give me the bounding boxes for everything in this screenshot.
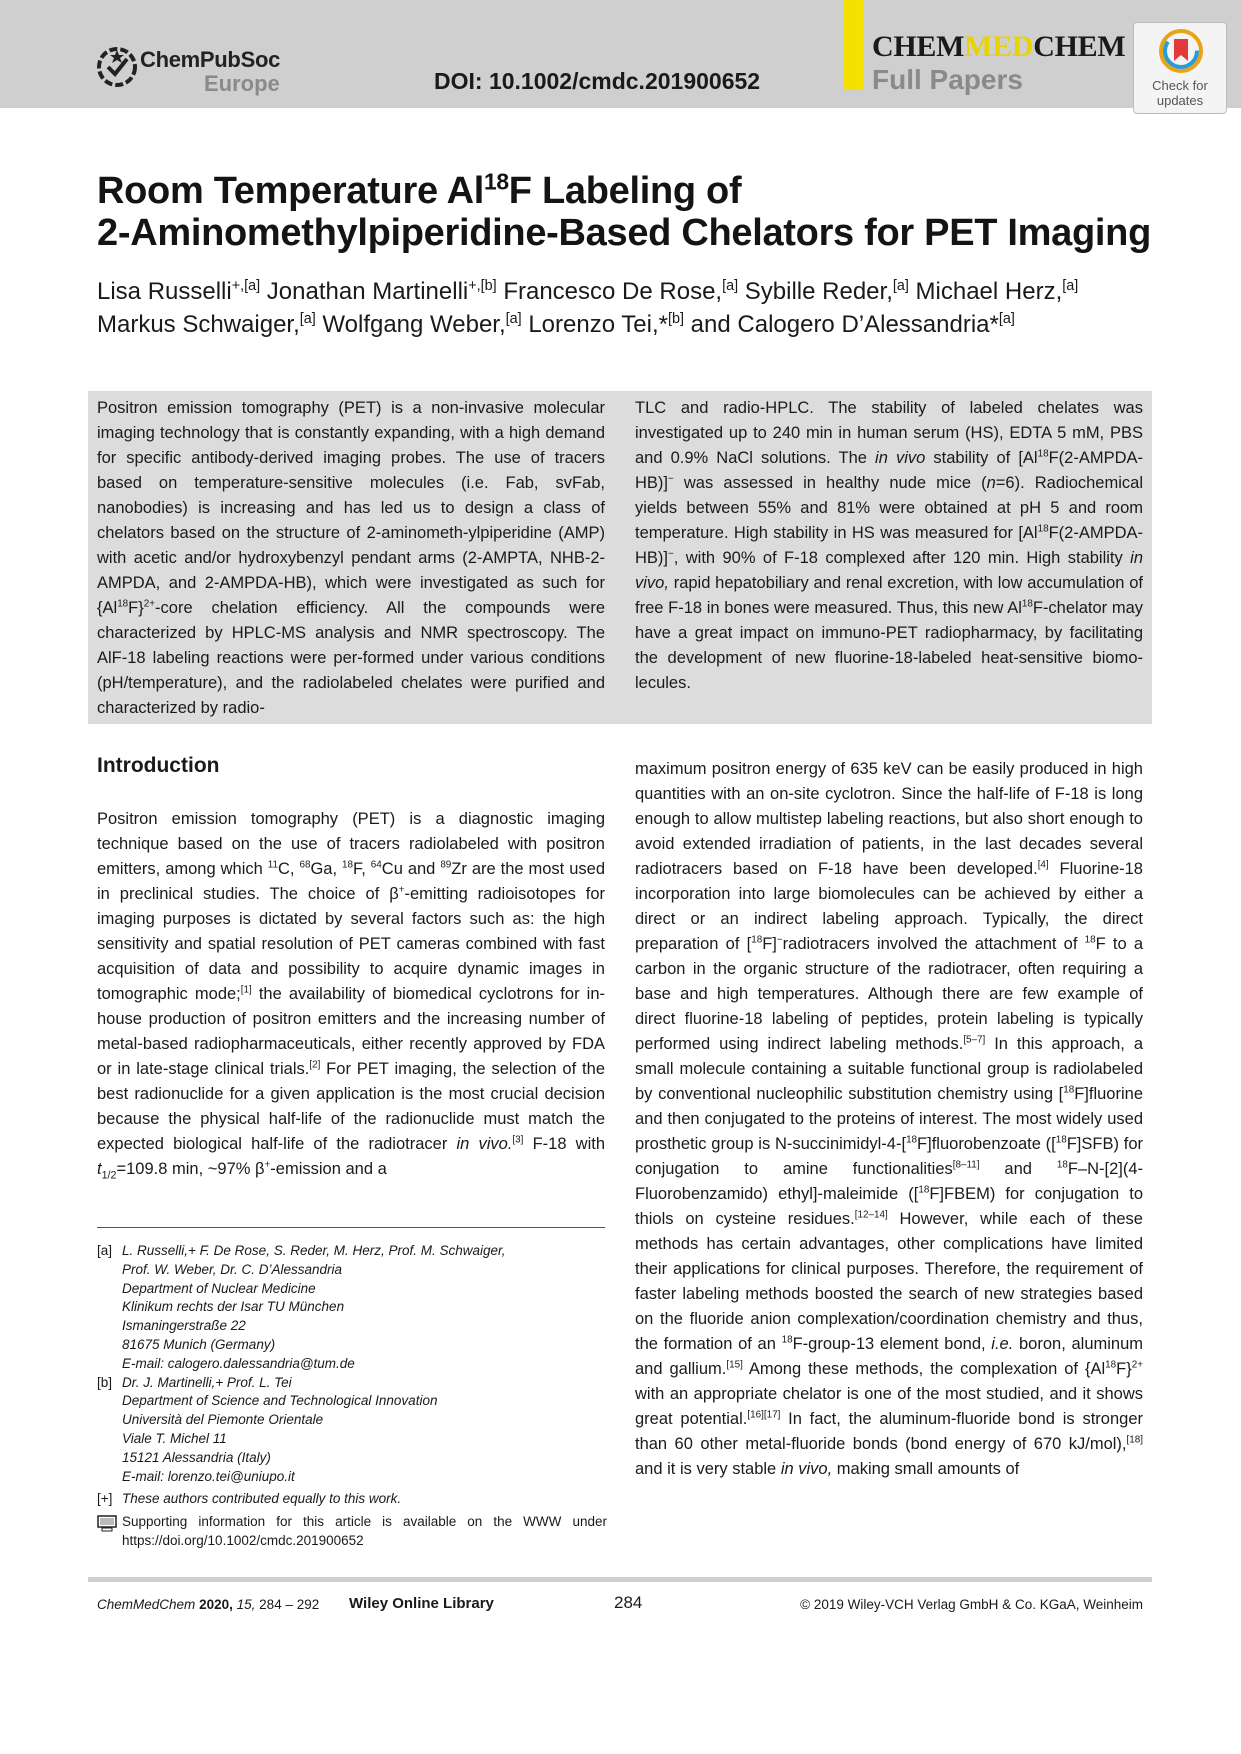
- intro-left-column: [97, 807, 605, 1182]
- wiley-online-library-link[interactable]: Wiley Online Library: [349, 1595, 494, 1612]
- body-text: =109.8 min, ~97% β: [116, 1160, 265, 1178]
- page-number: 284: [614, 1593, 643, 1612]
- abstract-left-column: [97, 396, 605, 721]
- body-text: maximum positron energy of 635 keV can be easily produced in high quantities with an on-site cyclotron. Since the half-life of F-18 is long enough to allow multistep labeling reactions, but also short enough to avoid extended irradiation of patients, in the last decades several radiotracers based on F-18 have been developed.: [635, 760, 1143, 878]
- abstract-text: -core chelation efficiency. All the compounds were characterized by HPLC-MS analysis and NMR spectroscopy. The AlF-18 labeling reactions were per-formed under various conditions (pH/temperature), and the radiolabeled chelates were purified and characterized by radio-: [97, 599, 605, 717]
- affiliation-a: [97, 1242, 607, 1374]
- affiliation-line: Ismaningerstraße 22: [122, 1318, 246, 1334]
- author-affiliation: [a]: [299, 311, 316, 327]
- author-affiliation: [a]: [1062, 278, 1079, 294]
- isotope-sup: 18: [1105, 1359, 1117, 1371]
- equal-contribution-mark: +: [468, 278, 477, 294]
- body-text: F to a carbon in the organic structure of the radiotracer, often requiring a base and high temperatures. Although there are few example of direct fluorine-18 labeling of peptides, protein labeling is typically performed using indirect labeling methods.: [635, 935, 1143, 1053]
- affiliation-line: Università del Piemonte Orientale: [122, 1412, 324, 1428]
- isotope-sup: 18: [1063, 1084, 1075, 1096]
- abstract-text: F(2-AMPDA-HB)]: [635, 449, 1143, 492]
- abstract-text: F(2-AMPDA-HB)]: [635, 524, 1143, 567]
- isotope-sup: 18: [1056, 1159, 1068, 1171]
- computer-monitor-icon: [97, 1515, 117, 1532]
- isotope-sup: 18: [918, 1184, 930, 1196]
- supporting-information-text[interactable]: Supporting information for this article is available on the WWW under https://doi.org/10.1002/cmdc.201900652: [122, 1514, 607, 1548]
- citation-ref[interactable]: [8–11]: [952, 1159, 980, 1171]
- citation-ref[interactable]: [18]: [1126, 1434, 1143, 1446]
- equal-contribution-mark: +: [231, 278, 241, 294]
- title-text: F Labeling of: [508, 170, 742, 212]
- half-life-sub: 1/2: [101, 1169, 117, 1182]
- copyright: © 2019 Wiley-VCH Verlag GmbH & Co. KGaA, Weinheim: [800, 1597, 1143, 1612]
- abstract-italic: in vivo: [875, 449, 926, 467]
- author-affiliation: [a]: [505, 311, 522, 327]
- intro-right-column: [635, 757, 1143, 1482]
- citation-ref[interactable]: [3]: [512, 1134, 524, 1146]
- footer-citation: [97, 1597, 319, 1612]
- affiliation-mark: [a]: [244, 278, 261, 294]
- citation-ref[interactable]: [1]: [240, 984, 252, 996]
- check-for-updates-line2: updates: [1156, 93, 1204, 108]
- body-text: In this approach, a small molecule containing a suitable functional group is radiolabeled by conventional nucleophilic substitution chemistry using [: [635, 1035, 1144, 1103]
- citation-ref[interactable]: [2]: [309, 1059, 321, 1071]
- affiliation-line: L. Russelli,+ F. De Rose, S. Reder, M. Herz, Prof. M. Schwaiger,: [122, 1243, 506, 1258]
- author-name: Jonathan Martinelli: [266, 278, 469, 305]
- abstract-right-column: [635, 396, 1143, 696]
- equal-contribution-text: These authors contributed equally to this work.: [122, 1491, 402, 1507]
- footnote-divider: [97, 1227, 605, 1228]
- isotope-sup: 89: [440, 859, 452, 871]
- abstract-sup: −: [668, 548, 674, 560]
- check-for-updates-icon: [1159, 29, 1203, 73]
- body-italic: i.e.: [991, 1335, 1014, 1353]
- abstract-text: TLC and radio-HPLC. The stability of labeled chelates was investigated up to 240 min in human serum (HS), EDTA 5 mM, PBS and 0.9% NaCl solutions. The: [635, 399, 1143, 467]
- isotope-sup: 18: [1084, 934, 1096, 946]
- affiliation-line: 81675 Munich (Germany): [122, 1336, 276, 1352]
- abstract-sup: 18: [1037, 523, 1049, 535]
- author-name: Francesco De Rose: [503, 278, 716, 305]
- abstract-text: =6). Radiochemical yields between 55% and 81% were obtained at pH 5 and room temperature. High stability in HS was measured for [Al: [635, 474, 1143, 542]
- citation-ref[interactable]: [5–7]: [963, 1034, 986, 1046]
- introduction-heading: Introduction: [97, 754, 220, 777]
- journal-name-part1: CHEM: [872, 30, 965, 63]
- equal-contribution-label: [+]: [97, 1491, 113, 1507]
- citation-ref[interactable]: [16][17]: [747, 1409, 781, 1421]
- body-text: In fact, the aluminum-fluoride bond is stronger than 60 other metal-fluoride bonds (bond energy of 670 kJ/mol),: [635, 1410, 1143, 1453]
- body-text: F]fluorine and then conjugated to the proteins of interest. The most widely used prosthetic group is N-succinimidyl-4-[: [635, 1085, 1143, 1153]
- body-text: with an appropriate chelator is one of the most studied, and it shows great potential.: [635, 1385, 1143, 1428]
- affiliation-mark: [b]: [480, 278, 497, 294]
- title-text: Room Temperature Al: [97, 170, 485, 212]
- check-for-updates-line1: Check for: [1152, 78, 1208, 93]
- abstract-sup: −: [668, 473, 674, 485]
- body-text: -emission and a: [270, 1160, 387, 1178]
- equal-contribution-note: [97, 1490, 607, 1509]
- body-text: Positron emission tomography (PET) is a diagnostic imaging technique based on the use of tracers radiolabeled with positron emitters, among which: [97, 810, 605, 878]
- body-text: F-group-13 element bond,: [792, 1335, 992, 1353]
- affiliation-line: 15121 Alessandria (Italy): [122, 1449, 271, 1465]
- abstract-text: F-chelator may have a great impact on immuno-PET radiopharmacy, by facilitating the development of new fluorine-18-labeled heat-sensitive biomo-lecules.: [635, 599, 1144, 692]
- article-title: [97, 170, 1177, 254]
- author-name: Michael Herz: [915, 278, 1056, 305]
- abstract-text: Positron emission tomography (PET) is a non-invasive molecular imaging technology that is constantly expanding, with a high demand for specific antibody-derived imaging probes. The use of tracers based on temperature-sensitive molecules (i.e. Fab, svFab, nanobodies) is increasing and has led us to design a class of chelators based on the structure of 2-aminometh-ylpiperidine (AMP) with acetic and/or hydroxybenzyl pendant arms (2-AMPTA, NHB-2-AMPDA, and 2-AMPDA-HB), which were investigated as such for {Al: [97, 399, 605, 617]
- charge-sup: 2+: [1131, 1359, 1143, 1371]
- body-text: and: [979, 1160, 1057, 1178]
- author-affiliation: [a]: [998, 311, 1015, 327]
- body-text: C,: [278, 860, 300, 878]
- author-affiliation: +,[b]: [468, 278, 497, 294]
- body-text: F]: [762, 935, 777, 953]
- abstract-italic: in vivo,: [635, 549, 1143, 592]
- author-affiliation: +,[a]: [231, 278, 261, 294]
- affiliation-line: Prof. W. Weber, Dr. C. D’Alessandria: [122, 1261, 343, 1277]
- chempubsoc-logo: [96, 44, 286, 94]
- body-text: and it is very stable: [635, 1460, 781, 1478]
- citation-ref[interactable]: [15]: [726, 1359, 743, 1371]
- author-affiliation: [a]: [722, 278, 739, 294]
- section-type: Full Papers: [872, 64, 1023, 95]
- author-name: Lisa Russelli: [97, 278, 232, 305]
- abstract-sup: 18: [117, 598, 129, 610]
- supporting-information-note: [97, 1513, 607, 1551]
- journal-name: [872, 30, 1125, 64]
- isotope-sup: 11: [267, 859, 279, 871]
- chempubsoc-star-icon: [96, 46, 138, 88]
- affiliation-b: [97, 1374, 607, 1487]
- author-name: Lorenzo Tei: [528, 311, 652, 338]
- body-text: However, while each of these methods has certain advantages, other complications have limited their applications for clinical purposes. Therefore, the requirement of faster labeling methods boosted the search of new strategies based on the fluoride anion complexation/coordination chemistry and thus, the formation of an: [635, 1210, 1143, 1353]
- footer-volume: 15,: [236, 1597, 256, 1612]
- charge-sup: −: [776, 934, 783, 946]
- abstract-italic: n: [986, 474, 996, 492]
- footer-year: 2020,: [199, 1597, 233, 1612]
- affiliation-line: Department of Nuclear Medicine: [122, 1280, 316, 1296]
- body-text: Ga,: [310, 860, 343, 878]
- check-for-updates-badge[interactable]: [1133, 22, 1227, 114]
- isotope-sup: 18: [342, 859, 353, 871]
- isotope-sup: 18: [781, 1334, 793, 1346]
- affiliation-label: [a]: [97, 1243, 113, 1258]
- citation-ref[interactable]: [4]: [1037, 859, 1049, 871]
- author-name: Markus Schwaiger: [97, 311, 294, 338]
- body-text: Among these methods, the complexation of {Al: [742, 1360, 1106, 1378]
- author-affiliation: [b]: [668, 311, 684, 327]
- isotope-sup: 18: [1055, 1134, 1067, 1146]
- charge-sup: +: [264, 1159, 271, 1171]
- body-text: F,: [353, 860, 371, 878]
- body-text: For PET imaging, the selection of the best radionuclide for a given application is the most crucial decision because the physical half-life of the radionuclide must match the expected biological half-life of the radiotracer: [97, 1060, 605, 1153]
- body-italic: t: [97, 1160, 102, 1178]
- body-text: F]fluorobenzoate ([: [917, 1135, 1056, 1153]
- body-text: -emitting radioisotopes for imaging purposes is dictated by several factors such as: the high sensitivity and spatial resolution of PET cameras combined with fast acquisition of data and possibility to acquire dynamic images in tomographic mode;: [97, 885, 606, 1003]
- abstract-text: rapid hepatobiliary and renal excretion, with low accumulation of free F-18 in bones were measured. Thus, this new Al: [635, 574, 1143, 617]
- author-name: Sybille Reder: [744, 278, 887, 305]
- affiliation-line: Viale T. Michel 11: [122, 1430, 227, 1446]
- citation-ref[interactable]: [12–14]: [854, 1209, 888, 1221]
- body-italic: in vivo.: [456, 1135, 513, 1153]
- charge-sup: +: [398, 884, 405, 896]
- abstract-sup: 18: [1037, 448, 1049, 460]
- affiliation-line: Dr. J. Martinelli,+ Prof. L. Tei: [122, 1374, 292, 1390]
- affiliation-label: [b]: [97, 1374, 113, 1390]
- body-text: boron, aluminum and gallium.: [635, 1335, 1144, 1378]
- body-text: making small amounts of: [832, 1460, 1020, 1478]
- abstract-text: F}: [128, 599, 144, 617]
- body-text: Fluorine-18 incorporation into large biomolecules can be achieved by either a direct or an indirect labeling approach. Typically, the direct preparation of [: [635, 860, 1143, 953]
- body-text: F]SFB) for conjugation to amine functionalities: [635, 1135, 1143, 1178]
- body-text: Zr are the most used in preclinical studies. The choice of β: [97, 860, 606, 903]
- abstract-text: stability of [Al: [925, 449, 1038, 467]
- doi[interactable]: DOI: 10.1002/cmdc.201900652: [434, 68, 761, 94]
- check-for-updates-label: [1134, 78, 1226, 108]
- author-affiliation: [a]: [892, 278, 909, 294]
- journal-name-part3: CHEM: [1033, 30, 1126, 63]
- footer-divider: [88, 1577, 1152, 1582]
- isotope-sup: 18: [906, 1134, 918, 1146]
- footer-journal-name: ChemMedChem: [97, 1597, 196, 1612]
- author-name: and Calogero D’Alessandria: [690, 311, 990, 338]
- body-text: F]FBEM) for conjugation to thiols on cysteine residues.: [635, 1185, 1143, 1228]
- abstract-sup: 18: [1021, 598, 1033, 610]
- isotope-sup: 68: [299, 859, 311, 871]
- affiliation-email[interactable]: E-mail: lorenzo.tei@uniupo.it: [122, 1468, 295, 1484]
- title-text: 2-Aminomethylpiperidine-Based Chelators for PET Imaging: [97, 212, 1151, 254]
- society-region: Europe: [204, 71, 280, 96]
- footer-pages: 284 – 292: [259, 1597, 320, 1612]
- affiliation-email[interactable]: E-mail: calogero.dalessandria@tum.de: [122, 1355, 355, 1371]
- affiliations: [97, 1242, 607, 1551]
- body-text: F}: [1116, 1360, 1132, 1378]
- body-text: F-18 with: [523, 1135, 605, 1153]
- body-text: F–N-[2](4-Fluorobenzamido) ethyl]-maleimide ([: [635, 1160, 1143, 1203]
- body-text: the availability of biomedical cyclotrons for in-house production of positron emitters and the increasing number of metal-based radiopharmaceuticals, either recently approved by FDA or in late-stage clinical trials.: [97, 985, 605, 1078]
- abstract-text: , with 90% of F-18 complexed after 120 min. High stability: [673, 549, 1131, 567]
- abstract-sup: 2+: [143, 598, 156, 610]
- isotope-sup: 64: [370, 859, 382, 871]
- author-list: Lisa Russelli$^{+,[a]}$ Jonathan Martinelli$^{+,[b]}$ Francesco De Rose,[a] Sybille Reder,[a] Michael Herz,[a] Markus Schwaiger,[a] Wolfgang Weber,[a] Lorenzo Tei,*[b] and Calogero D’Alessandria*[a]: [97, 278, 1079, 338]
- society-name: ChemPubSoc: [140, 47, 281, 72]
- title-sup: 18: [484, 168, 509, 195]
- author-name: Wolfgang Weber: [322, 311, 499, 338]
- isotope-sup: 18: [751, 934, 763, 946]
- body-italic: in vivo,: [780, 1460, 833, 1478]
- body-text: radiotracers involved the attachment of: [782, 935, 1085, 953]
- body-text: Cu and: [381, 860, 441, 878]
- affiliation-line: Department of Science and Technological Innovation: [122, 1393, 438, 1409]
- journal-name-part2: MED: [964, 30, 1034, 63]
- abstract-text: was assessed in healthy nude mice (: [673, 474, 987, 492]
- journal-stripe: [843, 0, 863, 90]
- affiliation-line: Klinikum rechts der Isar TU München: [122, 1299, 345, 1315]
